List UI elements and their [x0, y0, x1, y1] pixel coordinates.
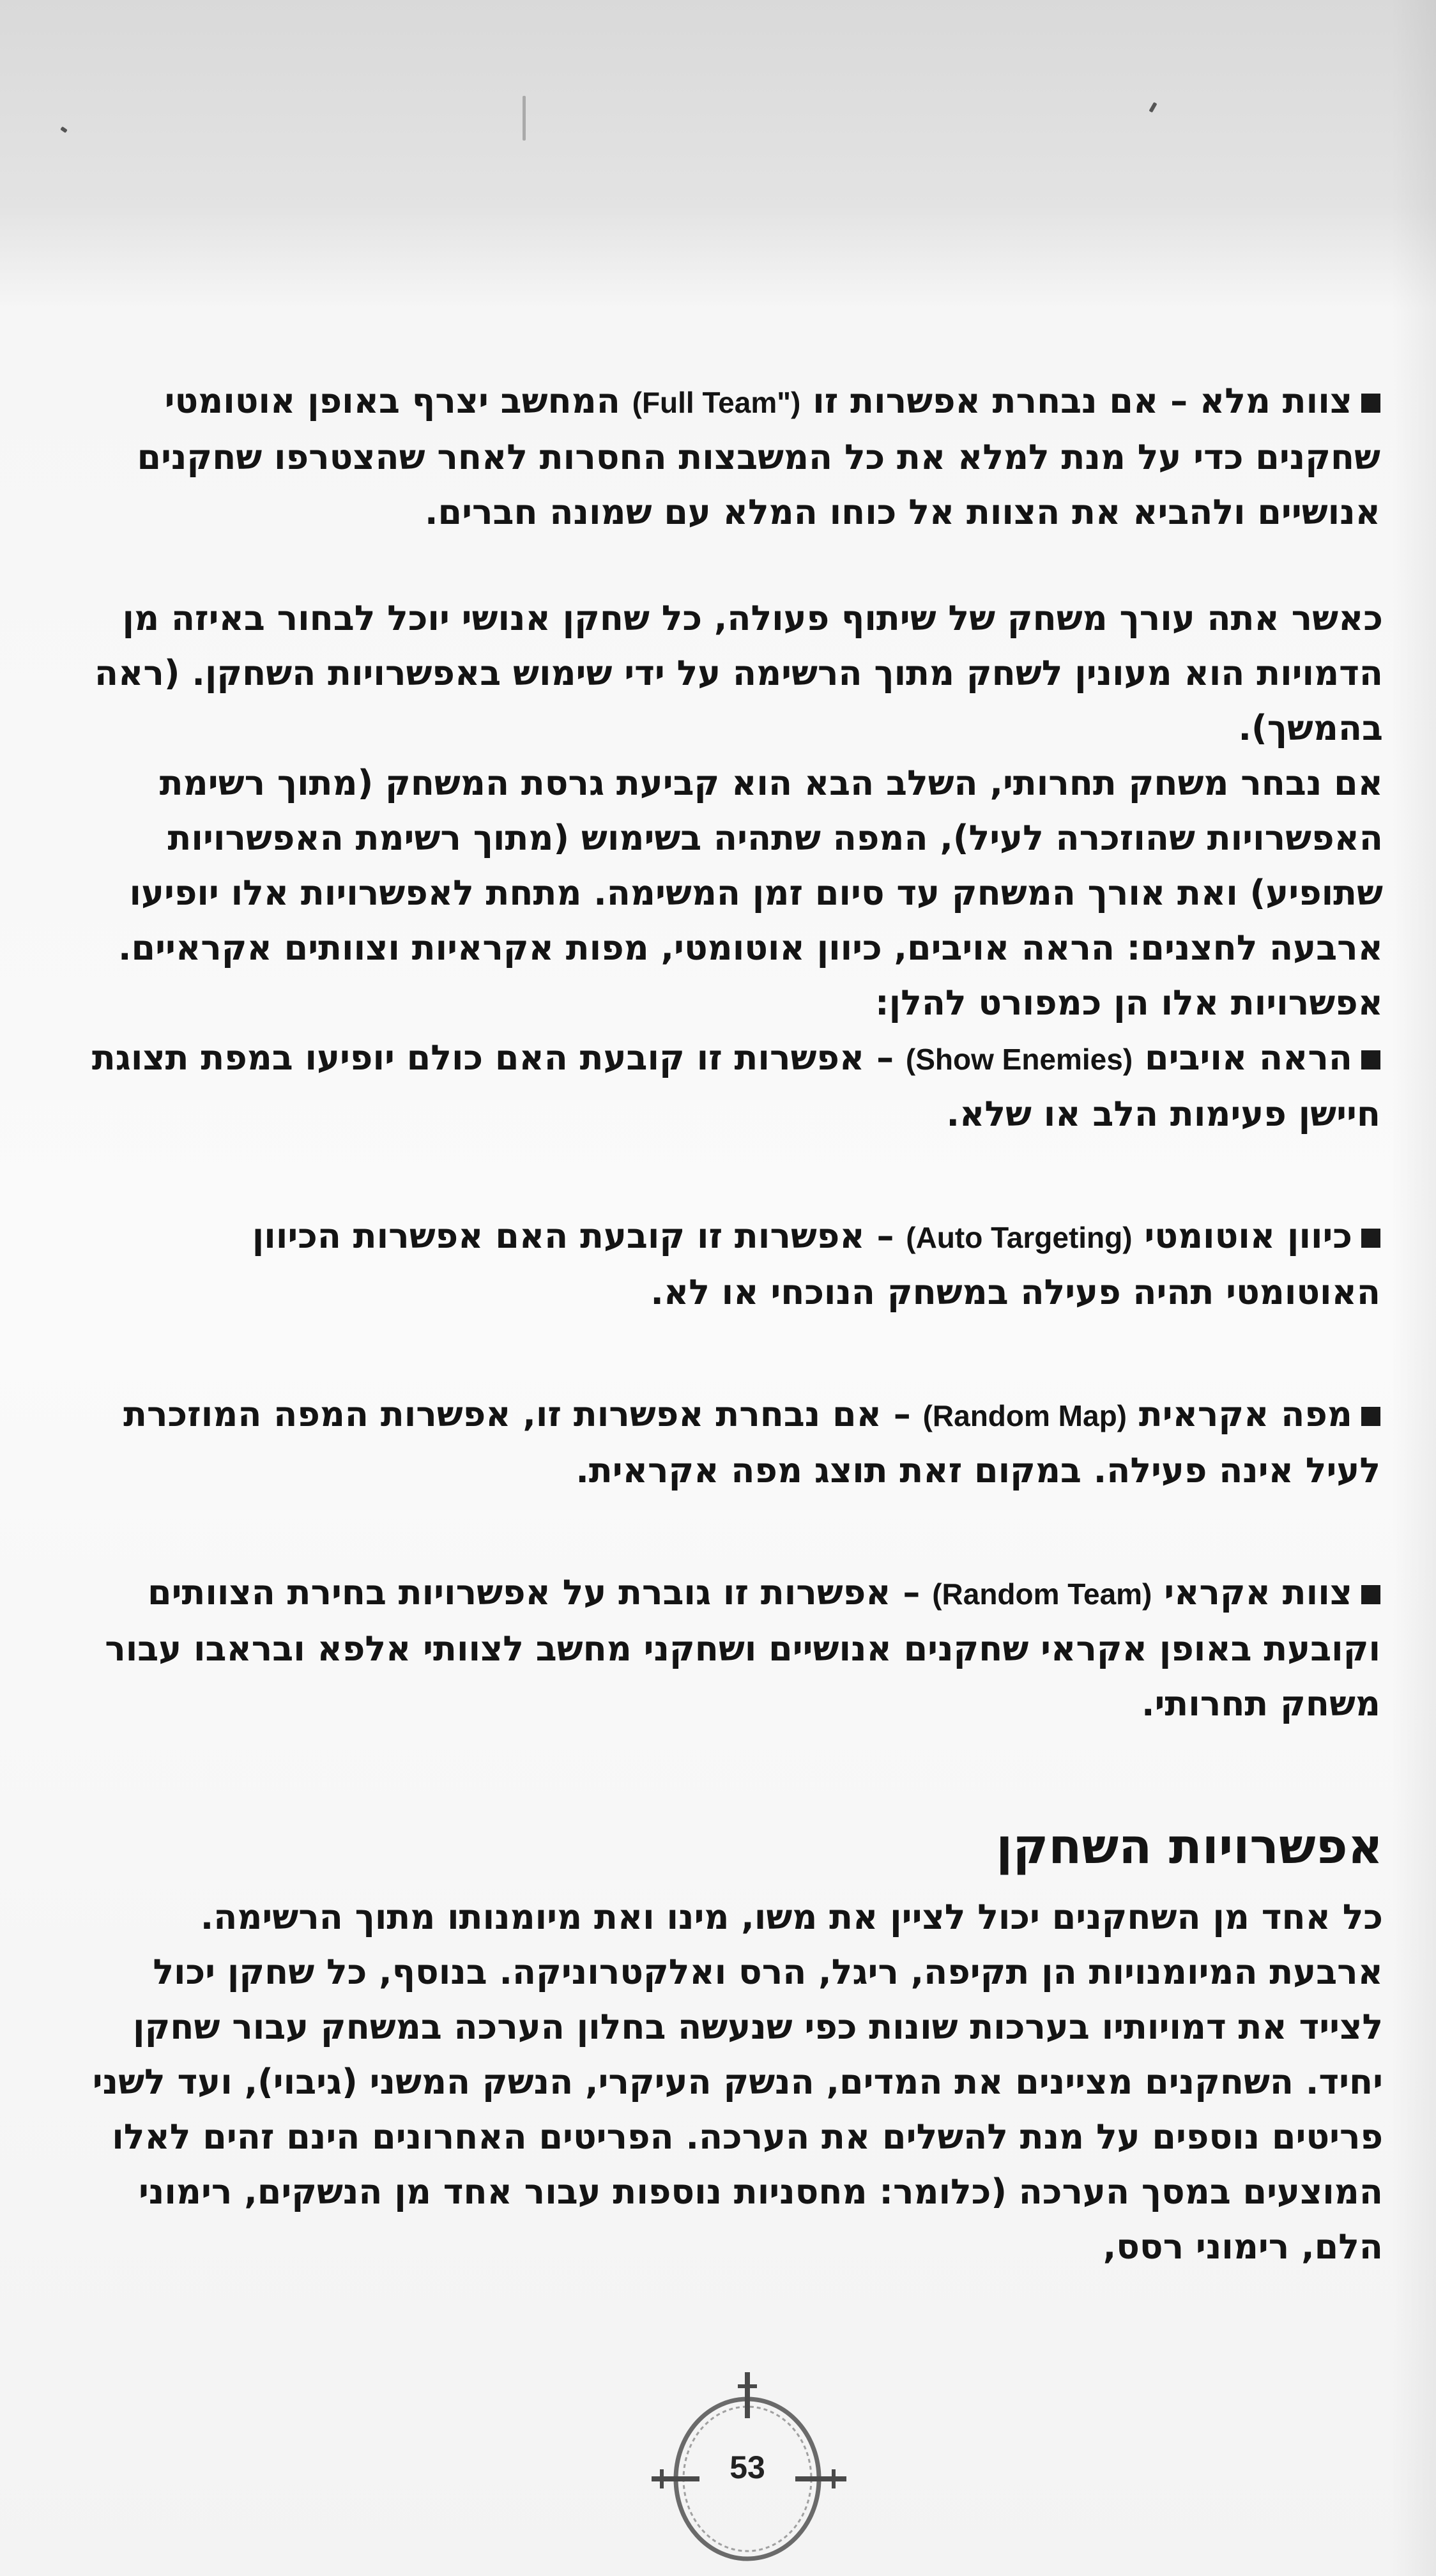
- term-full-team: צוות מלא: [1199, 381, 1352, 421]
- term-auto-targeting: כיוון אוטומטי: [1144, 1216, 1352, 1256]
- term-random-team: צוות אקראי: [1164, 1572, 1352, 1613]
- bullet-random-map: [89, 1387, 1383, 1498]
- page-edge-shadow: [1391, 0, 1436, 2576]
- bullet-text: אפשרות זו קובעת האם כולם יופיעו במפת תצוגת חיישן פעימות הלב או שלא.: [91, 1038, 1380, 1134]
- dash: –: [1170, 381, 1188, 421]
- page-number: 53: [729, 2450, 765, 2485]
- bullet-full-team: [89, 374, 1383, 540]
- dash: –: [876, 1038, 894, 1078]
- dash: –: [893, 1394, 911, 1434]
- english-term: (Auto Targeting): [906, 1221, 1133, 1254]
- bullet-random-team: [89, 1565, 1383, 1731]
- bullet-text: אפשרות זו קובעת האם אפשרות הכיוון האוטומטי תהיה פעילה במשחק הנוכחי או לא.: [252, 1216, 1380, 1312]
- dust-speck: [60, 126, 68, 134]
- dash: –: [876, 1216, 894, 1256]
- square-bullet-icon: [1361, 1050, 1380, 1070]
- bullet-text: אפשרות זו גוברת על אפשרויות בחירת הצוותים וקובעת באופן אקראי שחקנים אנושיים ושחקני מחשב לצוותי אלפא ובראבו עבור משחק תחרותי.: [105, 1572, 1380, 1724]
- square-bullet-icon: [1361, 1229, 1380, 1248]
- dust-speck: [1149, 102, 1157, 113]
- bullet-text: המחשב יצרף באופן אוטומטי שחקנים כדי על מנת למלא את כל המשבצות החסרות לאחר שהצטרפו שחקנים אנושיים ולהביא את הצוות אל כוחו המלא עם שמונה חברים.: [137, 381, 1380, 532]
- english-term: (Random Team): [932, 1577, 1152, 1611]
- square-bullet-icon: [1361, 1585, 1380, 1604]
- paragraph-coop: כאשר אתה עורך משחק של שיתוף פעולה, כל שחקן אנושי יוכל לבחור באיזה מן הדמויות הוא מעונין לשחק מתוך הרשימה על ידי שימוש באפשרויות השחקן. (ראה בהמשך).: [94, 598, 1383, 748]
- english-term: (Show Enemies): [905, 1043, 1133, 1076]
- english-term: (Full Team"): [632, 386, 801, 419]
- square-bullet-icon: [1361, 1407, 1380, 1426]
- term-random-map: מפה אקראית: [1138, 1394, 1352, 1434]
- lead-text: אם נבחרת אפשרות זו: [813, 381, 1159, 421]
- paragraph-competitive: אם נבחר משחק תחרותי, השלב הבא הוא קביעת גרסת המשחק (מתוך רשימת האפשרויות שהוזכרה לעיל), המפה שתהיה בשימוש (מתוך רשימת האפשרויות שתופיע) ואת אורך המשחק עד סיום זמן המשימה. מתחת לאפשרויות אלו יופיעו ארבעה לחצנים: הראה אויבים, כיוון אוטומטי, מפות אקראיות וצוותים אקראיים. אפשרויות אלו הן כמפורט להלן:: [118, 763, 1383, 1023]
- english-term: (Random Map): [922, 1399, 1127, 1432]
- page-number-emblem: [639, 2367, 856, 2576]
- bullet-show-enemies: [89, 1031, 1383, 1142]
- bullet-auto-targeting: [89, 1209, 1383, 1320]
- section-heading: אפשרויות השחקן: [996, 1818, 1383, 1874]
- bullet-text: אם נבחרת אפשרות זו, אפשרות המפה המוזכרת לעיל אינה פעילה. במקום זאת תוצג מפה אקראית.: [123, 1394, 1380, 1491]
- dash: –: [903, 1572, 920, 1613]
- dust-speck: [523, 96, 526, 141]
- page-body: [89, 374, 1383, 2274]
- square-bullet-icon: [1361, 394, 1380, 413]
- term-show-enemies: הראה אויבים: [1144, 1038, 1352, 1078]
- paragraph-player-options: כל אחד מן השחקנים יכול לציין את משו, מינו ואת מיומנותו מתוך הרשימה. ארבעת המיומנויות הן תקיפה, ריגל, הרס ואלקטרוניקה. בנוסף, כל שחקן יכול לצייד את דמויותיו בערכות שונות כפי שנעשה בחלון הערכה במשחק עבור שחקן יחיד. השחקנים מציינים את המדים, הנשק העיקרי, הנשק המשני (גיבוי), ועד לשני פריטים נוספים על מנת להשלים את הערכה. הפריטים האחרונים הינם זהים לאלו המוצעים במסך הערכה (כלומר: מחסניות נוספות עבור אחד מן הנשקים, רימוני הלם, רימוני רסס,: [92, 1897, 1383, 2267]
